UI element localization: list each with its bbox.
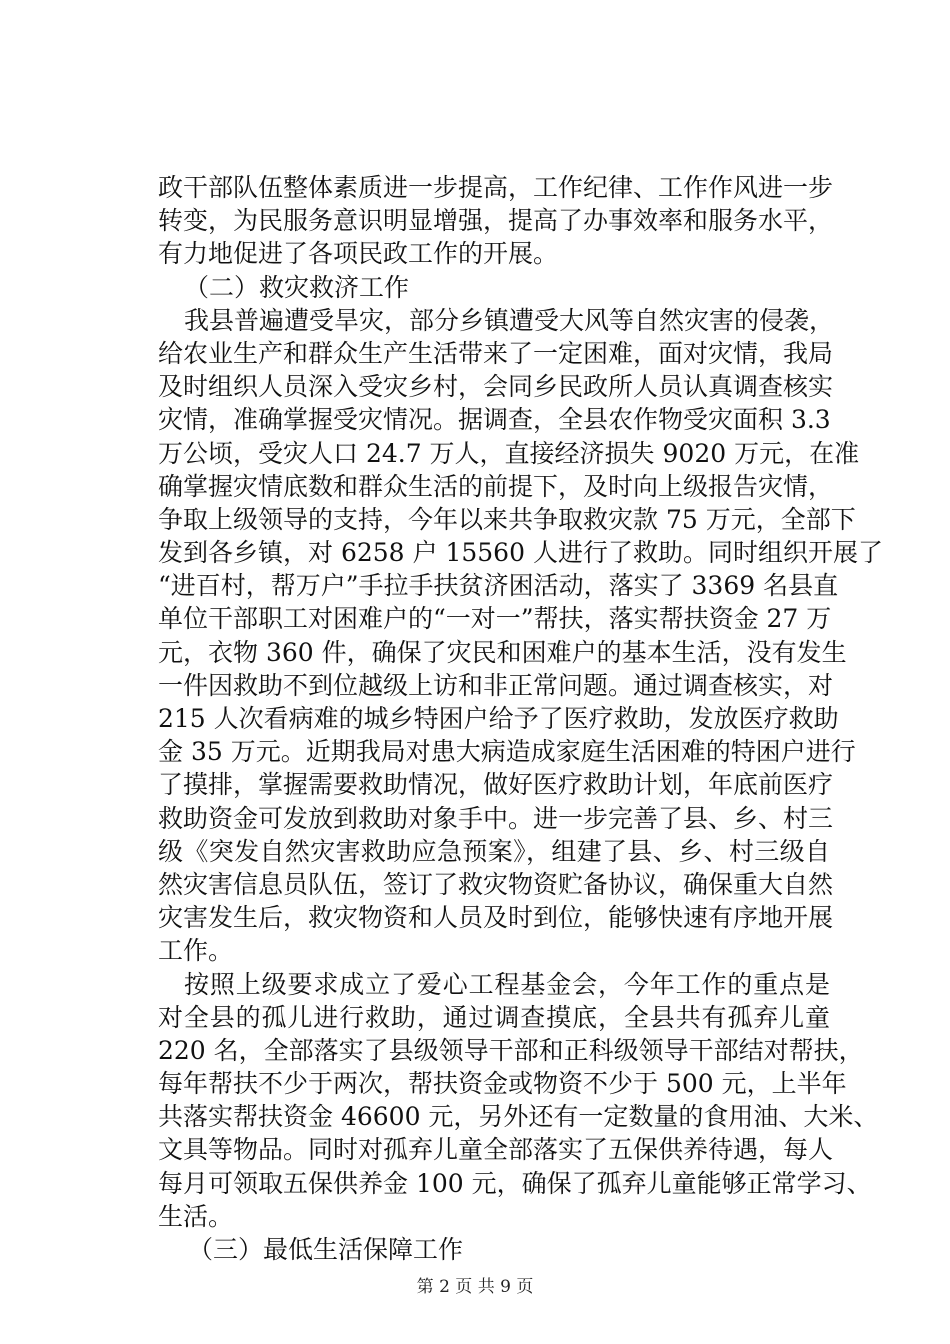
text-line: 单位干部职工对困难户的“一对一”帮扶，落实帮扶资金 27 万 [158, 604, 832, 634]
text-line: 金 35 万元。近期我局对患大病造成家庭生活困难的特困户进行 [158, 737, 856, 767]
text-line: 我县普遍遭受旱灾，部分乡镇遭受大风等自然灾害的侵袭， [184, 305, 835, 335]
text-line: 政干部队伍整体素质进一步提高，工作纪律、工作作风进一步 [158, 173, 834, 202]
text-line: 级《突发自然灾害救助应急预案》，组建了县、乡、村三级自 [158, 836, 830, 866]
text-line: 共落实帮扶资金 46600 元，另外还有一定数量的食用油、大米、 [158, 1102, 879, 1132]
text-line: 了摸排，掌握需要救助情况，做好医疗救助计划，年底前医疗 [158, 770, 834, 800]
text-line: 文具等物品。同时对孤弃儿童全部落实了五保供养待遇，每人 [158, 1135, 834, 1165]
document-body [158, 171, 883, 1266]
text-line: 工作。 [158, 936, 234, 966]
text-line: 220 名，全部落实了县级领导干部和正科级领导干部结对帮扶， [158, 1035, 864, 1065]
text-line: 救助资金可发放到救助对象手中。进一步完善了县、乡、村三 [158, 803, 834, 833]
text-line: 每月可领取五保供养金 100 元，确保了孤弃儿童能够正常学习、 [158, 1168, 872, 1198]
text-line: 发到各乡镇，对 6258 户 15560 人进行了救助。同时组织开展了 [158, 538, 883, 568]
text-line: 然灾害信息员队伍，签订了救灾物资贮备协议，确保重大自然 [158, 869, 834, 899]
text-line: 对全县的孤儿进行救助，通过调查摸底，全县共有孤弃儿童 [158, 1002, 830, 1032]
text-line: 一件因救助不到位越级上访和非正常问题。通过调查核实，对 [158, 670, 834, 700]
text-line: 每年帮扶不少于两次，帮扶资金或物资不少于 500 元，上半年 [158, 1069, 847, 1099]
text-line: （三）最低生活保障工作 [188, 1235, 464, 1264]
text-line: “进百村，帮万户”手拉手扶贫济困活动，落实了 3369 名县直 [158, 571, 839, 601]
text-line: 灾情，准确掌握受灾情况。据调查，全县农作物受灾面积 3.3 [158, 405, 831, 435]
text-line: 灾害发生后，救灾物资和人员及时到位，能够快速有序地开展 [158, 903, 834, 933]
text-line: 215 人次看病难的城乡特困户给予了医疗救助，发放医疗救助 [158, 704, 839, 733]
text-line: 给农业生产和群众生产生活带来了一定困难，面对灾情，我局 [158, 338, 834, 368]
text-line: 生活。 [158, 1201, 234, 1231]
text-line: 有力地促进了各项民政工作的开展。 [158, 239, 559, 269]
text-line: 按照上级要求成立了爱心工程基金会，今年工作的重点是 [184, 969, 830, 999]
text-line: （二）救灾救济工作 [184, 272, 410, 302]
text-line: 万公顷，受灾人口 24.7 万人，直接经济损失 9020 万元，在准 [158, 438, 860, 468]
text-line: 争取上级领导的支持，今年以来共争取救灾款 75 万元，全部下 [158, 504, 856, 534]
text-line: 转变，为民服务意识明显增强，提高了办事效率和服务水平， [158, 206, 834, 236]
text-line: 及时组织人员深入受灾乡村，会同乡民政所人员认真调查核实 [158, 372, 834, 402]
text-line: 元，衣物 360 件，确保了灾民和困难户的基本生活，没有发生 [158, 637, 847, 667]
page-footer: 第 2 页 共 9 页 [416, 1277, 534, 1297]
text-line: 确掌握灾情底数和群众生活的前提下，及时向上级报告灾情， [158, 471, 834, 501]
